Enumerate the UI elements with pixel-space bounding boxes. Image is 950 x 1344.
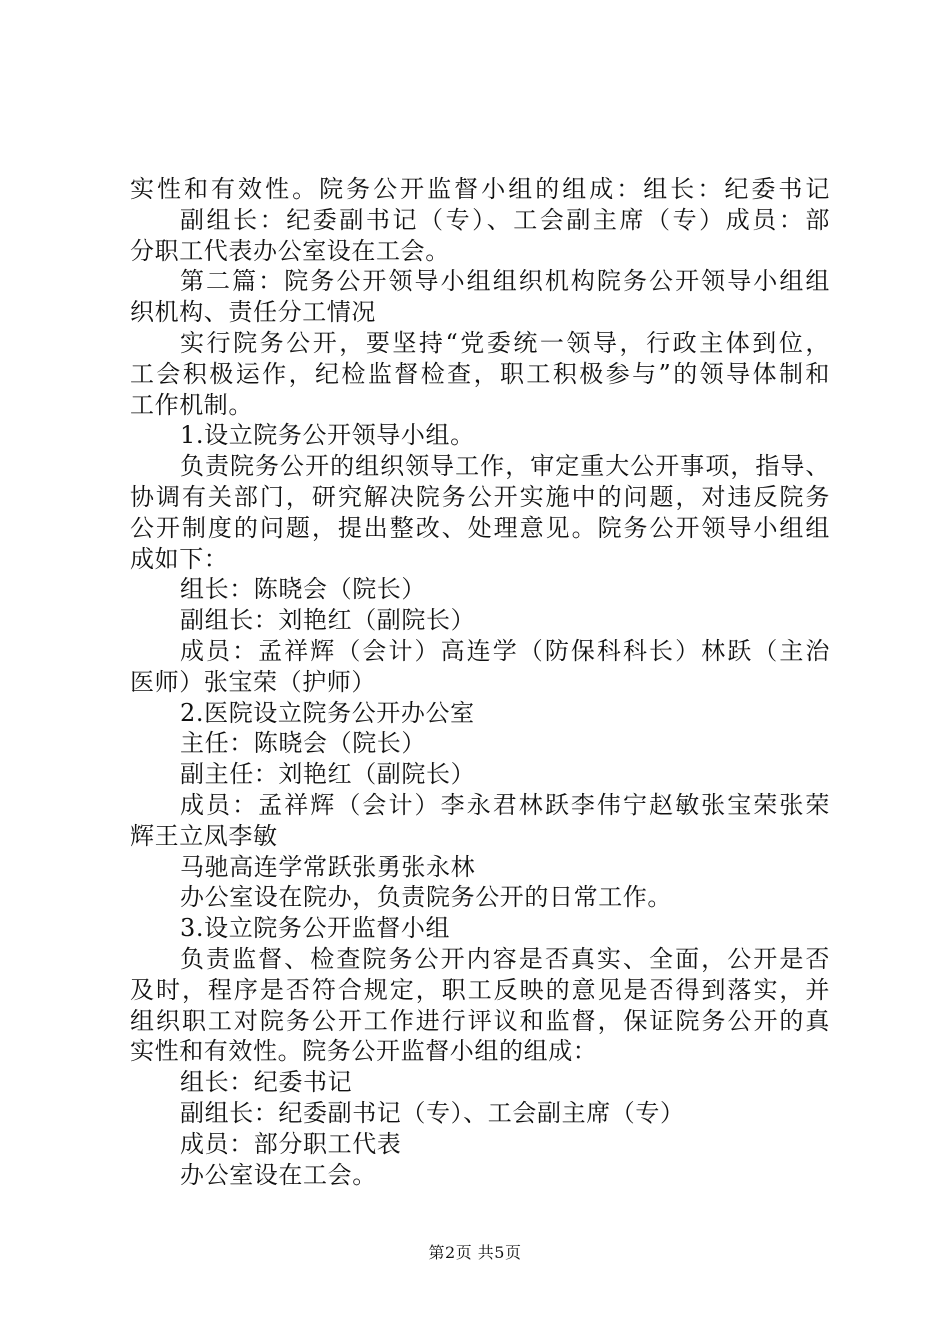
text-line: 主任：陈晓会（院长） bbox=[180, 729, 426, 758]
text-line: 副组长：纪委副书记（专）、工会副主席（专）成员：部 bbox=[180, 205, 830, 234]
text-line: 负责院务公开的组织领导工作，审定重大公开事项，指导、 bbox=[180, 452, 830, 481]
text-line: 协调有关部门，研究解决院务公开实施中的问题，对违反院务 bbox=[130, 482, 830, 511]
text-line: 公开制度的问题，提出整改、处理意见。院务公开领导小组组 bbox=[130, 513, 830, 542]
text-line: 副组长：纪委副书记（专）、工会副主席（专） bbox=[180, 1098, 685, 1127]
text-line: 组长：纪委书记 bbox=[180, 1068, 353, 1097]
text-line: 实性和有效性。院务公开监督小组的组成：组长：纪委书记 bbox=[130, 175, 830, 203]
text-line: 办公室设在院办，负责院务公开的日常工作。 bbox=[180, 883, 672, 912]
text-line: 组长：陈晓会（院长） bbox=[180, 575, 426, 604]
text-line: 分职工代表办公室设在工会。 bbox=[130, 236, 450, 265]
numbered-item: 2.医院设立院务公开办公室 bbox=[180, 698, 475, 727]
text-line: 医师）张宝荣（护师） bbox=[130, 667, 376, 696]
text-line: 工会积极运作，纪检监督检查，职工积极参与”的领导体制和 bbox=[130, 359, 830, 388]
document-body bbox=[130, 174, 830, 1190]
section-heading-continued: 织机构、责任分工情况 bbox=[130, 298, 376, 327]
text-line: 成员：部分职工代表 bbox=[180, 1129, 402, 1158]
numbered-item: 3.设立院务公开监督小组 bbox=[180, 914, 451, 943]
text-line: 副组长：刘艳红（副院长） bbox=[180, 606, 476, 635]
text-line: 实行院务公开，要坚持“党委统一领导，行政主体到位， bbox=[180, 328, 830, 357]
text-line: 及时，程序是否符合规定，职工反映的意见是否得到落实，并 bbox=[130, 975, 830, 1004]
page-number: 第2页 共5页 bbox=[428, 1243, 522, 1262]
text-line: 马驰高连学常跃张勇张永林 bbox=[180, 852, 476, 881]
text-line: 副主任：刘艳红（副院长） bbox=[180, 760, 476, 789]
text-line: 辉王立凤李敏 bbox=[130, 821, 278, 850]
section-heading: 第二篇：院务公开领导小组组织机构院务公开领导小组组 bbox=[180, 267, 830, 296]
text-line: 成员：孟祥辉（会计）李永君林跃李伟宁赵敏张宝荣张荣 bbox=[180, 790, 830, 819]
text-line: 成员：孟祥辉（会计）高连学（防保科科长）林跃（主治 bbox=[180, 636, 830, 665]
numbered-item: 1.设立院务公开领导小组。 bbox=[180, 421, 475, 450]
text-line: 组织职工对院务公开工作进行评议和监督，保证院务公开的真 bbox=[130, 1006, 830, 1035]
text-line: 工作机制。 bbox=[130, 390, 253, 419]
text-line: 办公室设在工会。 bbox=[180, 1160, 377, 1189]
text-line: 实性和有效性。院务公开监督小组的组成： bbox=[130, 1037, 598, 1066]
text-line: 成如下： bbox=[130, 544, 229, 573]
text-line: 负责监督、检查院务公开内容是否真实、全面，公开是否 bbox=[180, 944, 830, 973]
